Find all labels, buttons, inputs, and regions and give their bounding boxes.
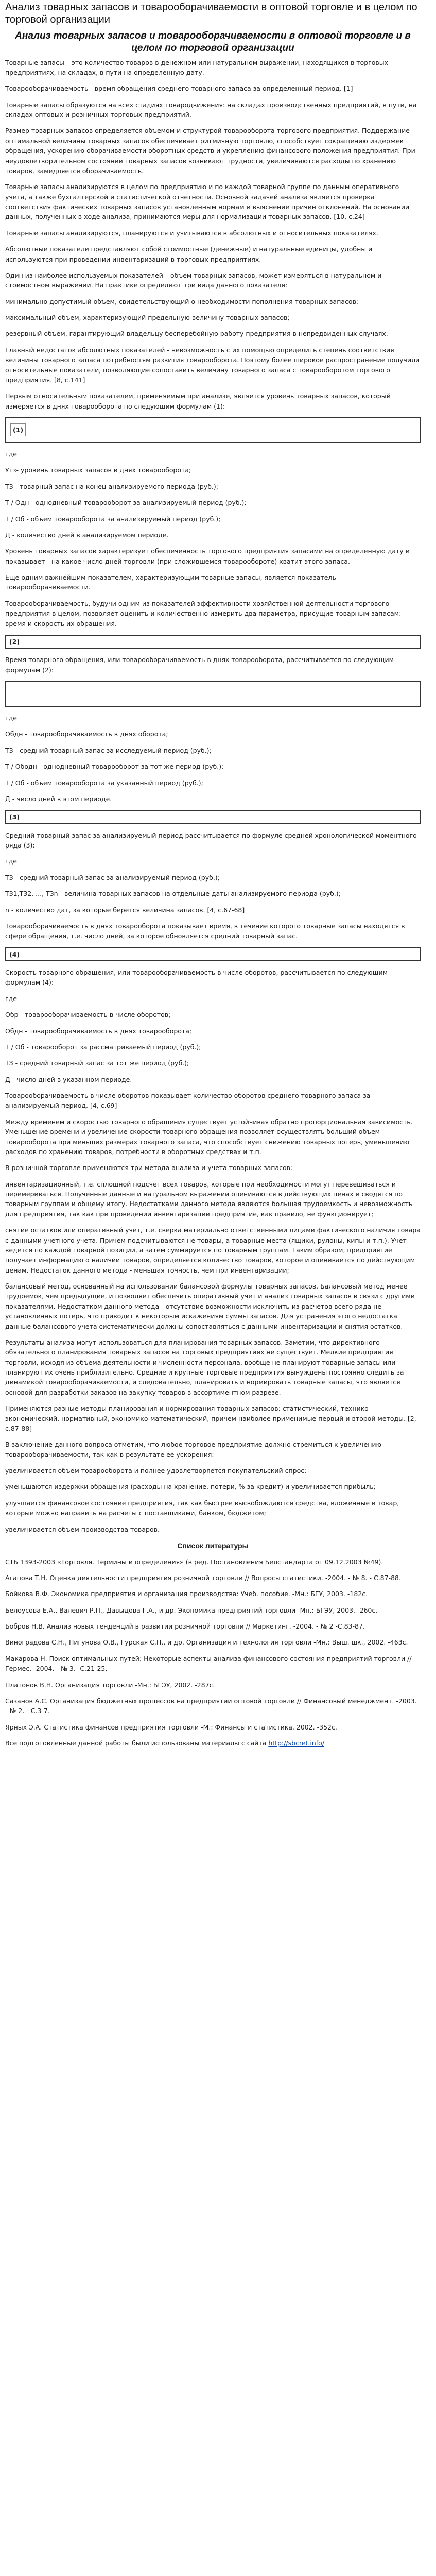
reference-item: Сазанов А.С. Организация бюджетных процессов на предприятии оптовой торговли // Финансовый менеджмент. -2003. - № 2. - С.3-7. bbox=[5, 1697, 417, 1715]
doc-heading: Анализ товарных запасов и товарооборачиваемости в оптовой торговле и в целом по торговой организации bbox=[15, 30, 411, 54]
paragraph: Товарооборачиваемость - время обращения среднего товарного запаса за определенный период. [1] bbox=[5, 84, 353, 93]
paragraph: где bbox=[5, 714, 17, 722]
source-link[interactable]: http://sbcret.info/ bbox=[268, 1739, 325, 1748]
paragraph: ТЗ - средний товарный запас за исследуемый период (руб.); bbox=[5, 746, 212, 754]
paragraph: Товарные запасы образуются на всех стадиях товародвижения: на складах производственных предприятий, в пути, на складах оптовых и розничных торговых предприятий. bbox=[5, 100, 417, 118]
reference-item: Бобров Н.В. Анализ новых тенденций в развитии розничной торговли // Маркетинг. -2004. - № 2 -С.83-87. bbox=[5, 1622, 365, 1631]
paragraph: Т / Об - объем товарооборота за анализируемый период (руб.); bbox=[5, 515, 221, 523]
paragraph: Товарные запасы – это количество товаров в денежном или натуральном выражении, находящихся в торговых предприятиях, на складах, в пути на определенную дату. bbox=[5, 58, 389, 76]
paragraph: Результаты анализа могут использоваться для планирования товарных запасов. Заметим, что директивного обязательного планирования товарных запасов на торговых предприятиях не существует. Мелкие предприятия торговли, исходя из объема деятельности и численности персонала, вообще не планируют товарные запасы или планируют их очень приблизительно. Средние и крупные торговые предприятия вынуждены постоянно следить за динамикой товарооборачиваемости, и следовательно, планировать и нормировать товарные запасы, что является основой для разработки заказов на закупку товаров в ассортиментном разрезе. bbox=[5, 1338, 404, 1396]
paragraph: уменьшаются издержки обращения (расходы на хранение, потери, % за кредит) и увеличивается прибыль; bbox=[5, 1483, 376, 1491]
formula-box bbox=[5, 947, 421, 961]
reference-item: Виноградова С.Н., Пигунова О.В., Гурская С.П., и др. Организация и технология торговли -Мн.: Выш. шк., 2002. -463с. bbox=[5, 1638, 408, 1647]
paragraph: Д - число дней в указанном периоде. bbox=[5, 1075, 132, 1083]
paragraph: Уровень товарных запасов характеризует обеспеченность торгового предприятия запасами на определенную дату и показывает - на какое число дней торговли (при сложившемся товарообороте) хватит этого запаса. bbox=[5, 547, 410, 565]
paragraph: ТЗ1,ТЗ2, ..., ТЗn - величина товарных запасов на отдельные даты анализируемого периода (руб.); bbox=[5, 890, 341, 898]
paragraph: балансовый метод, основанный на использовании балансовой формулы товарных запасов. Балансовый метод менее трудоемок, чем предыдущие, и позволяет обеспечить оперативный учет и анализ товарных запасов в связи с другими показателями. Недостатком данного метода - отсутствие возможности исключить из расчетов всего ряда не установленных потерь, что приводит к некоторым искажениям суммы запасов. Для устранения этого недостатка данные балансового учета систематически должны сопоставляться с данными инвентаризации и снятия остатков. bbox=[5, 1282, 415, 1330]
formula-image-placeholder bbox=[10, 423, 26, 436]
paragraph: Средний товарный запас за анализируемый период рассчитывается по формуле средней хронологической моментного ряда (3): bbox=[5, 831, 417, 849]
paragraph: Еще одним важнейшим показателем, характеризующим товарные запасы, является показатель товарооборачиваемости. bbox=[5, 573, 336, 591]
references-heading: Список литературы bbox=[177, 1541, 249, 1550]
paragraph: инвентаризационный, т.е. сплошной подсчет всех товаров, которые при необходимости могут перевешиваться и перемериваться. Полученные данные и натуральном выражении оцениваются в действующих ценах и сводятся по товарным группам и общему итогу. Недостатками данного метода являются большая трудоемкость и невозможность для предприятия, так как при проведении инвентаризации предприятие, как правило, не функционирует; bbox=[5, 1180, 413, 1218]
paragraph: В заключение данного вопроса отметим, что любое торговое предприятие должно стремиться к увеличению товарооборачиваемости, так как в результате ее ускорения: bbox=[5, 1440, 382, 1459]
source-note bbox=[5, 1738, 421, 1748]
formula-box bbox=[5, 417, 421, 443]
formula-box bbox=[5, 681, 421, 707]
paragraph: Т / Об - товарооборот за рассматриваемый период (руб.); bbox=[5, 1043, 201, 1051]
source-note-text: Все подготовленные данной работы были использованы материалы с сайта bbox=[5, 1739, 267, 1748]
paragraph: n - количество дат, за которые берется величина запасов. [4, с.67-68] bbox=[5, 906, 245, 914]
paragraph: В розничной торговле применяются три метода анализа и учета товарных запасов: bbox=[5, 1164, 293, 1172]
paragraph: Товарные запасы анализируются, планируются и учитываются в абсолютных и относительных показателях. bbox=[5, 229, 378, 237]
paragraph: Товарооборачиваемость, будучи одним из показателей эффективности хозяйственной деятельности торгового предприятия в целом, позволяет оценить и количественно измерить два параметра, присущие товарным запасам: время и скорость их обращения. bbox=[5, 599, 402, 628]
paragraph: Главный недостаток абсолютных показателей - невозможность с их помощью определить степень соответствия величины товарного запаса потребностям развития товарооборота. Поэтому более широкое распространение получили относительные показатели, позволяющие сопоставить величину товарного запаса с товарооборотом торгового предприятия. [8, с.141] bbox=[5, 346, 420, 384]
reference-item: Агапова Т.Н. Оценка деятельности предприятия розничной торговли // Вопросы статистики. -2004. - № 8. - С.87-88. bbox=[5, 1573, 401, 1582]
paragraph: Д - число дней в этом периоде. bbox=[5, 794, 112, 803]
reference-item: Белоусова Е.А., Валевич Р.П., Давыдова Г.А., и др. Экономика предприятий торговли -Мн.: БГЭУ, 2003. -260с. bbox=[5, 1606, 378, 1614]
paragraph: минимально допустимый объем, свидетельствующий о необходимости пополнения товарных запасов; bbox=[5, 297, 359, 306]
paragraph: Товарные запасы анализируются в целом по предприятию и по каждой товарной группе по данным оперативного учета, а также бухгалтерской и статистической отчетности. Основной задачей анализа является проверка соответствия фактических товарных запасов установленным нормам и выяснение причин отклонений. На основании данных, полученных в ходе анализа, принимаются меры для нормализации товарных запасов. [10, с.24] bbox=[5, 183, 410, 221]
formula-number: (2) bbox=[9, 637, 20, 646]
formula-box bbox=[5, 635, 421, 649]
reference-item: СТБ 1393-2003 «Торговля. Термины и определения» (в ред. Постановления Белстандарта от 09.12.2003 №49). bbox=[5, 1557, 383, 1566]
paragraph: Обдн - товарооборачиваемость в днях товарооборота; bbox=[5, 1027, 192, 1035]
paragraph: где bbox=[5, 857, 17, 866]
paragraph: Время товарного обращения, или товарооборачиваемость в днях товарооборота, рассчитывается по следующим формулам (2): bbox=[5, 656, 394, 674]
paragraph: Обр - товарооборачиваемость в числе оборотов; bbox=[5, 1011, 171, 1019]
reference-item: Бойкова В.Ф. Экономика предприятия и организация производства: Учеб. пособие. -Мн.: БГУ, 2003. -182с. bbox=[5, 1590, 368, 1598]
paragraph: Товарооборачиваемость в числе оборотов показывает количество оборотов среднего товарного запаса за анализируемый период. [4, с.69] bbox=[5, 1092, 371, 1110]
reference-item: Платонов В.Н. Организация торговли -Мн.: БГЭУ, 2002. -287с. bbox=[5, 1681, 215, 1689]
paragraph: Утз- уровень товарных запасов в днях товарооборота; bbox=[5, 466, 191, 474]
formula-number: (1) bbox=[13, 426, 24, 434]
paragraph: Применяются разные методы планирования и нормирования товарных запасов: статистический, технико-экономический, нормативный, экономико-математический, причем наиболее применимые первый и второй методы. [2, с.87-88] bbox=[5, 1404, 416, 1432]
formula-number: (4) bbox=[9, 950, 20, 958]
paragraph: ТЗ - товарный запас на конец анализируемого периода (руб.); bbox=[5, 482, 218, 490]
paragraph: Товарооборачиваемость в днях товарооборота показывает время, в течение которого товарные запасы находятся в сфере обращения, т.е. число дней, за которое обновляется средний товарный запас. bbox=[5, 922, 405, 940]
paragraph: Т / Ободн - однодневный товарооборот за тот же период (руб.); bbox=[5, 762, 224, 771]
references-list bbox=[5, 1557, 421, 1733]
reference-item: Ярных Э.А. Статистика финансов предприятия торговли -М.: Финансы и статистика, 2002. -352с. bbox=[5, 1723, 337, 1731]
paragraph: Один из наиболее используемых показателей – объем товарных запасов, может измеряться в натуральном и стоимостном выражении. На практике определяют три вида данного показателя: bbox=[5, 271, 382, 290]
paragraph: Первым относительным показателем, применяемым при анализе, является уровень товарных запасов, который измеряется в днях товарооборота по следующим формулам (1): bbox=[5, 392, 391, 410]
paragraph: максимальный объем, характеризующий предельную величину товарных запасов; bbox=[5, 314, 290, 321]
document-body bbox=[5, 58, 421, 1534]
paragraph: ТЗ - средний товарный запас за тот же период (руб.); bbox=[5, 1059, 189, 1067]
paragraph: улучшается финансовое состояние предприятия, так как быстрее высвобождаются средства, вложенные в товар, которые можно направить на расчеты с поставщиками, банком, бюджетом; bbox=[5, 1499, 399, 1517]
formula-number: (3) bbox=[9, 813, 20, 821]
page-title: Анализ товарных запасов и товарооборачиваемости в оптовой торговле и в целом по торговой организации bbox=[5, 2, 417, 25]
paragraph: ТЗ - средний товарный запас за анализируемый период (руб.); bbox=[5, 873, 220, 882]
paragraph: Между временем и скоростью товарного обращения существует устойчивая обратно пропорциональная зависимость. Уменьшение времени и увеличение скорости товарного обращения позволяет осуществлять больший объем товарооборота при меньших размерах товарного запаса, что способствует снижению товарных потерь, уменьшению расходов по хранению товаров, потребности в оборотных средствах и т.п. bbox=[5, 1117, 413, 1156]
paragraph: увеличивается объем товарооборота и полнее удовлетворяется покупательский спрос; bbox=[5, 1467, 307, 1475]
paragraph: Скорость товарного обращения, или товарооборачиваемость в числе оборотов, рассчитывается по следующим формулам (4): bbox=[5, 969, 388, 987]
paragraph: увеличивается объем производства товаров. bbox=[5, 1525, 160, 1533]
paragraph: Д - количество дней в анализируемом периоде. bbox=[5, 531, 169, 539]
reference-item: Макарова Н. Поиск оптимальных путей: Некоторые аспекты анализа финансового состояния предприятий торговли // Гермес. -2004. - № 3. -С.21-25. bbox=[5, 1654, 412, 1673]
paragraph: снятие остатков или оперативный учет, т.е. сверка материально ответственными лицами фактического наличия товара с данными учетного учета. Причем подсчитываются не товары, а товарные места (ящики, рулоны, кипы и т.п.). Учет ведется по каждой товарной позиции, а затем суммируется по товарным группам. Таким образом, предприятие получает информацию о наличии товаров, определяется количество товаров, которое и оценивается по действующим ценам. Недостаток данного метода - меньшая точность, чем при инвентаризации; bbox=[5, 1226, 421, 1274]
paragraph: Обдн - товарооборачиваемость в днях оборота; bbox=[5, 730, 168, 738]
paragraph: резервный объем, гарантирующий владельцу бесперебойную работу предприятия в непредвиденных случаях. bbox=[5, 330, 388, 338]
paragraph: где bbox=[5, 450, 17, 458]
paragraph: Т / Одн - однодневный товарооборот за анализируемый период (руб.); bbox=[5, 499, 247, 507]
paragraph: где bbox=[5, 994, 17, 1003]
formula-box bbox=[5, 810, 421, 824]
paragraph: Т / Об - объем товарооборота за указанный период (руб.); bbox=[5, 778, 203, 787]
paragraph: Абсолютные показатели представляют собой стоимостные (денежные) и натуральные единицы, удобны и используются при проведении инвентаризаций в торговых предприятиях. bbox=[5, 245, 373, 263]
paragraph: Размер товарных запасов определяется объемом и структурой товарооборота торгового предприятия. Поддержание оптимальной величины товарных запасов обеспечивает ритмичную торговлю, способствует сокращению издержек обращения, ускорению оборачиваемости оборотных средств и укреплению финансового положения предприятия. При неудовлетворительном состоянии товарных запасов возникают трудности, увеличиваются расходы по хранению товаров, замедляется оборачиваемость. bbox=[5, 127, 415, 175]
